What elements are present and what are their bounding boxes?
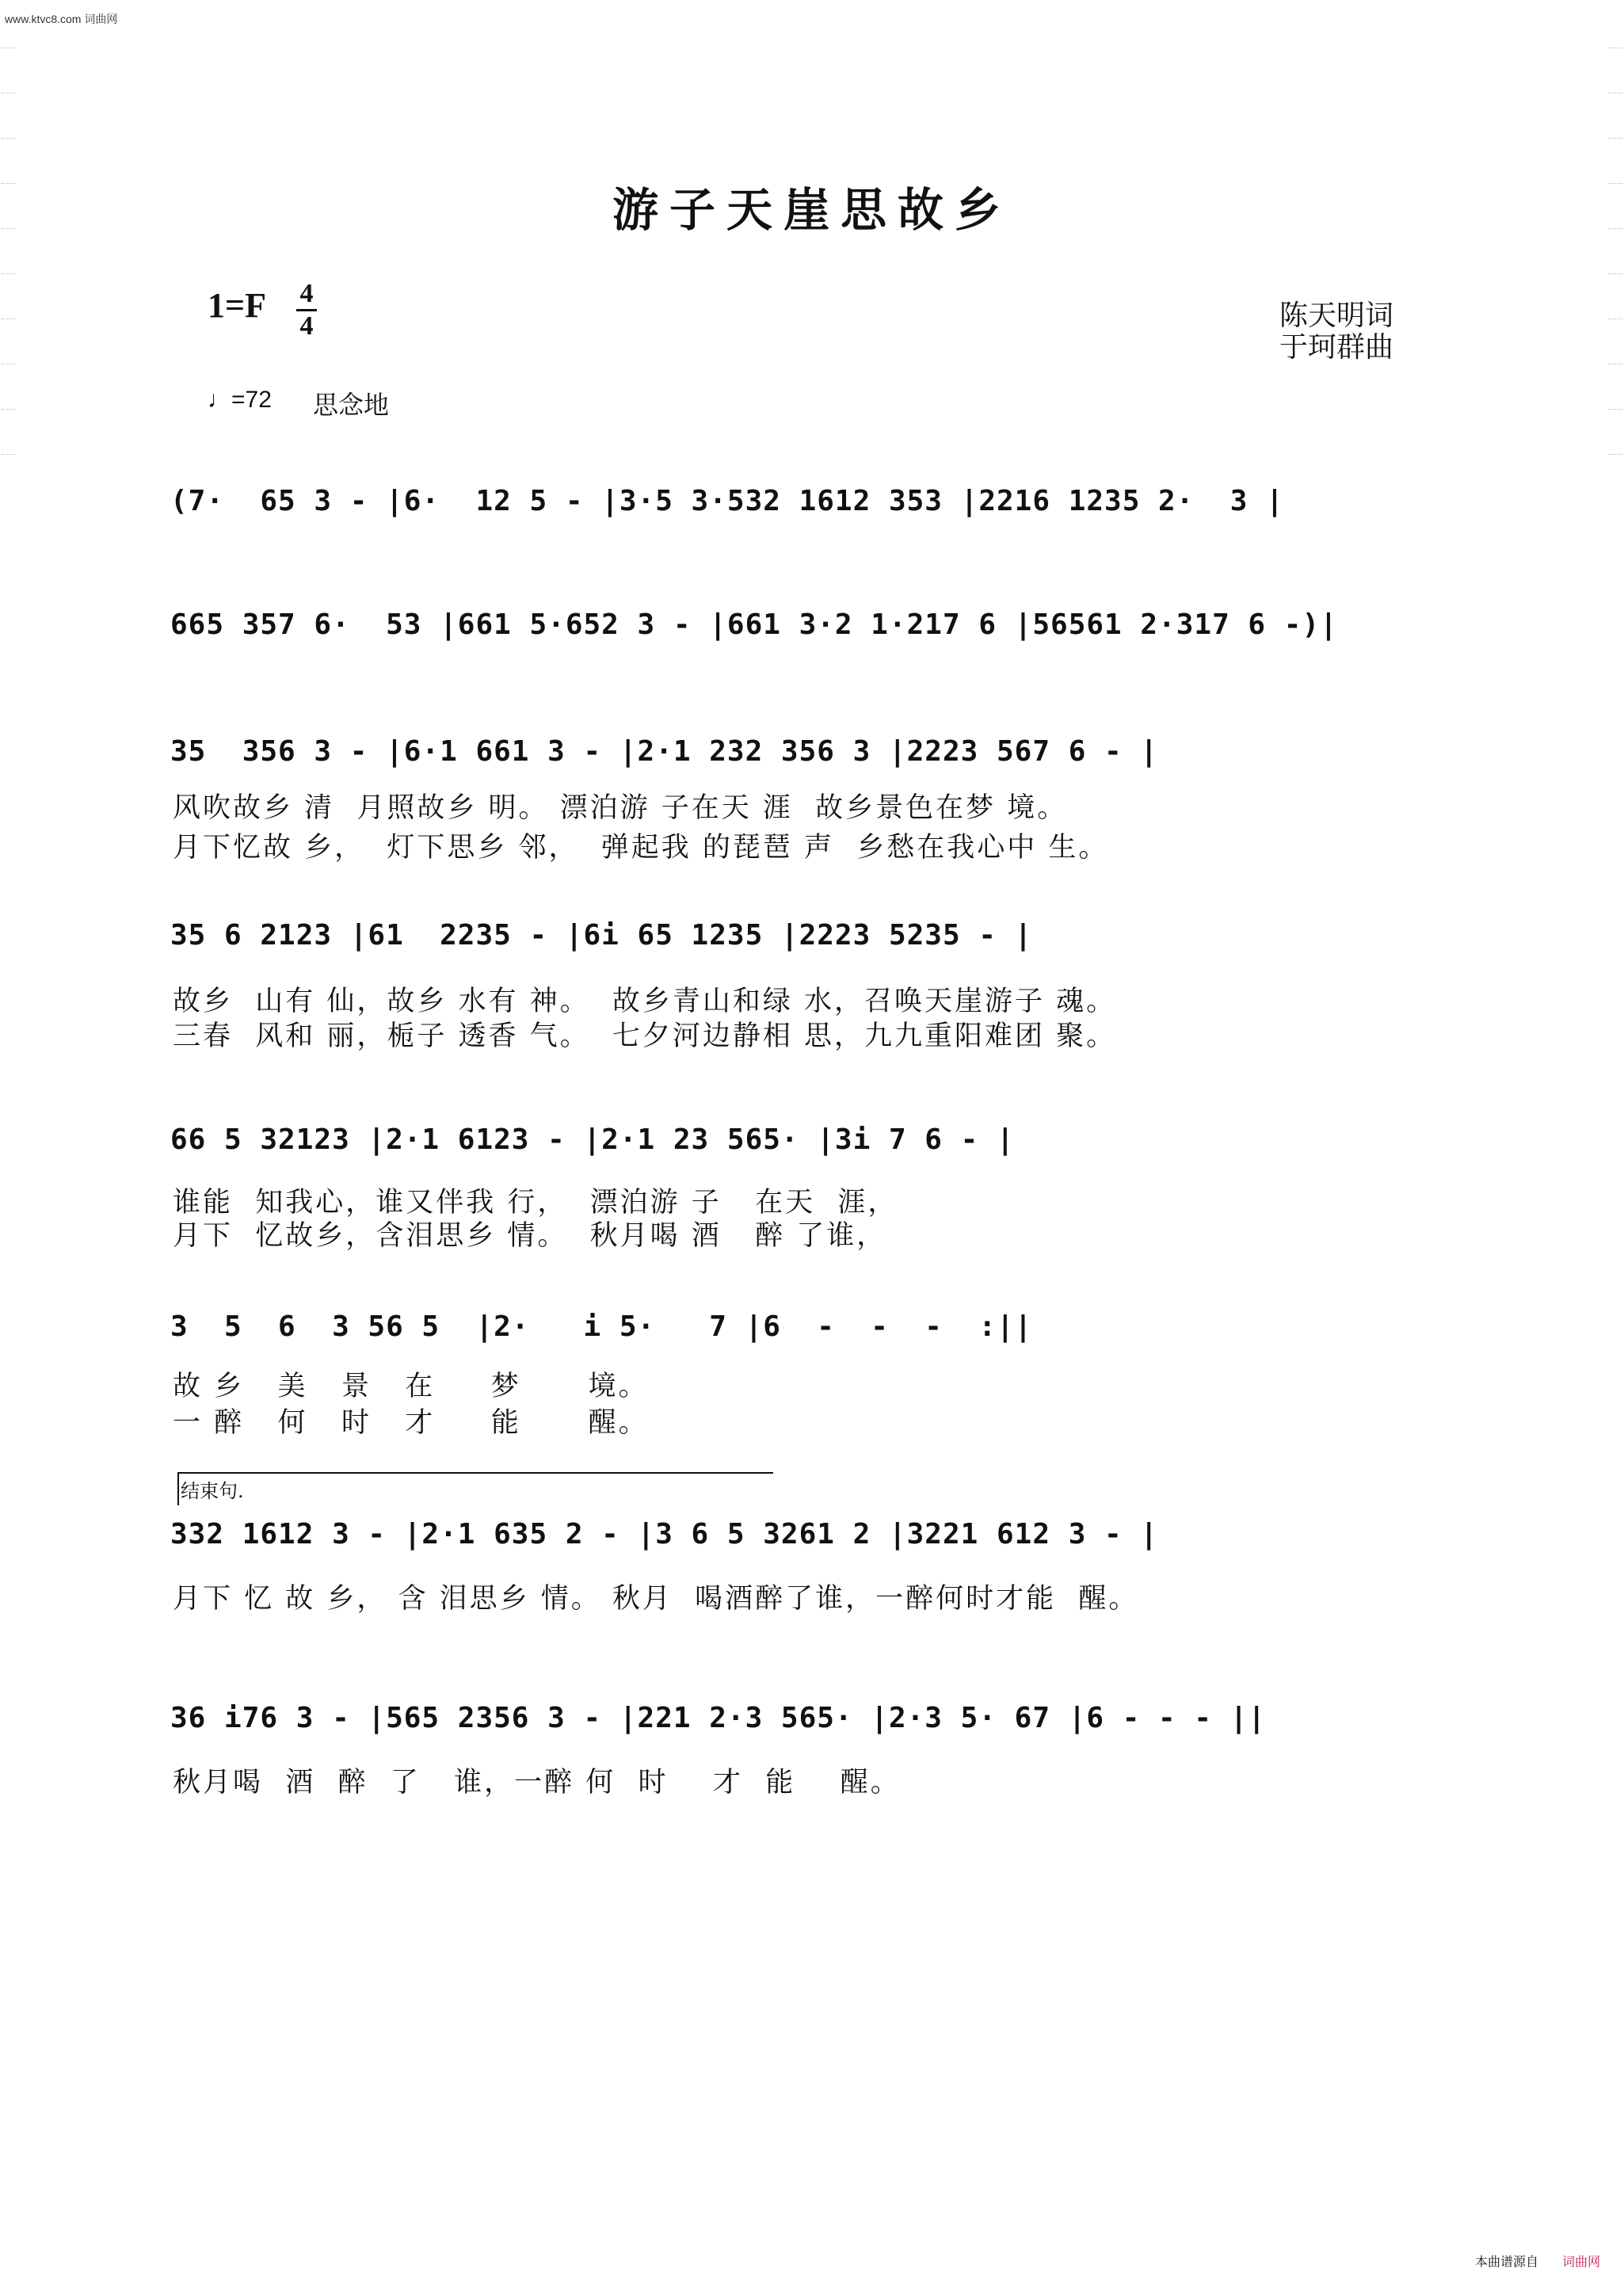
notation-line-1: (7· 65 3 - |6· 12 5 - |3·5 3·532 1612 353 |2216 1235 2· 3 | — [170, 485, 1284, 517]
footer-source-label: 本曲谱源自 — [1475, 2254, 1539, 2269]
ending-bracket — [177, 1472, 773, 1505]
meter-top: 4 — [299, 279, 314, 308]
left-margin-decoration — [2, 48, 16, 2234]
notation-line-5: 66 5 32123 |2·1 6123 - |2·1 23 565· |3i 7 6 - | — [170, 1123, 1015, 1156]
lyric-line-8: 秋月喝 酒 醉 了 谁，一醉 何 时 才 能 醒。 — [173, 1767, 901, 1798]
key-signature: 1=F — [208, 286, 266, 325]
composer-credit: 于珂群曲 — [1279, 331, 1394, 364]
expression-marking: 思念地 — [313, 390, 390, 420]
lyric-line-5-verse-2: 月下 忆故乡，含泪思乡 情。 秋月喝 酒 醉 了谁， — [173, 1220, 887, 1252]
site-watermark: www.ktvc8.com 词曲网 — [5, 13, 118, 25]
lyric-line-6-verse-1: 故 乡 美 景 在 梦 境。 — [173, 1371, 649, 1402]
time-signature — [295, 279, 318, 341]
right-margin-decoration — [1608, 48, 1622, 2234]
lyric-line-4-verse-1: 故乡 山有 仙，故乡 水有 神。 故乡青山和绿 水，召唤天崖游子 魂。 — [173, 986, 1117, 1017]
meter-bottom: 4 — [299, 311, 314, 341]
lyric-line-5-verse-1: 谁能 知我心，谁又伴我 行， 漂泊游 子 在天 涯， — [173, 1187, 898, 1219]
notation-line-4: 35 6 2123 |61 2235 - |6i 65 1235 |2223 5235 - | — [170, 919, 1033, 952]
notation-line-2: 665 357 6· 53 |661 5·652 3 - |661 3·2 1·217 6 |56561 2·317 6 -)| — [170, 608, 1338, 641]
lyric-line-4-verse-2: 三春 风和 丽，栀子 透香 气。 七夕河边静相 思，九九重阳难团 聚。 — [173, 1020, 1117, 1052]
notation-line-6: 3 5 6 3 56 5 |2· i 5· 7 |6 - - - :|| — [170, 1310, 1033, 1343]
lyricist-credit: 陈天明词 — [1279, 299, 1394, 332]
footer-site-label: 词曲网 — [1562, 2254, 1601, 2269]
page-title: 游子天崖思故乡 — [612, 183, 1012, 237]
notation-line-3: 35 356 3 - |6·1 661 3 - |2·1 232 356 3 |2223 567 6 - | — [170, 735, 1159, 768]
lyric-line-3-verse-1: 风吹故乡 清 月照故乡 明。 漂泊游 子在天 涯 故乡景色在梦 境。 — [173, 792, 1068, 824]
notation-line-8: 36 i76 3 - |565 2356 3 - |221 2·3 565· |2·3 5· 67 |6 - - - || — [170, 1702, 1267, 1734]
tempo-marking: ♩=72 — [208, 387, 272, 413]
ending-label: 结束句. — [181, 1480, 244, 1502]
lyric-line-3-verse-2: 月下忆故 乡， 灯下思乡 邻， 弹起我 的琵琶 声 乡愁在我心中 生。 — [173, 832, 1109, 864]
lyric-line-7: 月下 忆 故 乡， 含 泪思乡 情。 秋月 喝酒醉了谁，一醉何时才能 醒。 — [173, 1583, 1139, 1615]
lyric-line-6-verse-2: 一 醉 何 时 才 能 醒。 — [173, 1407, 649, 1439]
notation-line-7: 332 1612 3 - |2·1 635 2 - |3 6 5 3261 2 |3221 612 3 - | — [170, 1518, 1159, 1551]
